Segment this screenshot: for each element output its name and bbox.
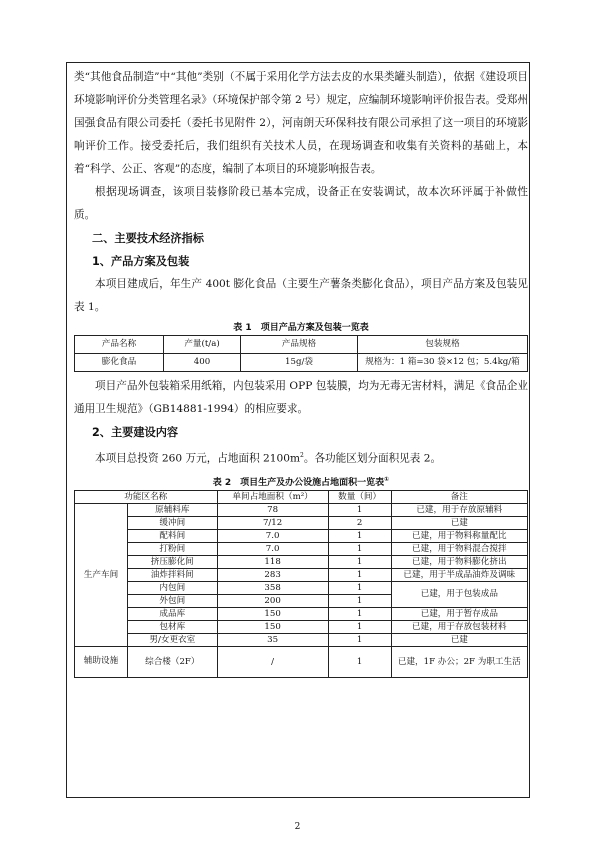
table-cell: 1 — [328, 620, 391, 633]
table1-caption: 表 1 项目产品方案及包装一览表 — [233, 323, 369, 333]
table-cell: 78 — [217, 503, 328, 516]
table-cell: 2 — [328, 516, 391, 529]
table-cell: 已建，用于物料称量配比 — [391, 529, 527, 542]
table-cell: 内包间 — [128, 581, 218, 594]
paragraph-investment — [74, 444, 528, 471]
table-header-row — [75, 336, 528, 354]
table-header-row — [75, 490, 528, 503]
paragraph-packaging: 项目产品外包装箱采用纸箱，内包装采用 OPP 包装膜，均为无毒无害材料，满足《食品企业通用卫生规范》（GB14881-1994）的相应要求。 — [74, 380, 528, 415]
table-cell: 配料间 — [128, 529, 218, 542]
table-row — [75, 633, 528, 646]
table-cell: 原辅料库 — [128, 503, 218, 516]
table-row — [75, 581, 528, 594]
table-row — [75, 620, 528, 633]
table-cell: 35 — [217, 633, 328, 646]
table-cell: 118 — [217, 555, 328, 568]
subsection-heading-product: 1、产品方案及包装 — [92, 255, 190, 268]
table-cell: 1 — [328, 568, 391, 581]
section-heading: 二、主要技术经济指标 — [92, 232, 204, 245]
table-cell: 综合楼（2F） — [128, 646, 218, 677]
table-header-cell: 单间占地面积（m²） — [217, 490, 328, 503]
table-cell: 1 — [328, 555, 391, 568]
group-cell-auxiliary: 辅助设施 — [75, 646, 128, 677]
investment-text-end: 。各功能区划分面积见表 2。 — [303, 452, 442, 465]
table-header-cell: 产品规格 — [241, 336, 358, 354]
table-row — [75, 607, 528, 620]
table-cell: 已建，用于存放原辅料 — [391, 503, 527, 516]
paragraph-site-survey: 根据现场调查，该项目装修阶段已基本完成，设备正在安装调试，故本次环评属于补做性质。 — [74, 186, 528, 221]
table-cell: 油炸拌料间 — [128, 568, 218, 581]
investment-text: 本项目总投资 260 万元，占地面积 2100m — [95, 452, 301, 465]
paragraph-intro-continued: 类“其他食品制造”中“其他”类别（不属于采用化学方法去皮的水果类罐头制造），依据《建设项目环境影响评价分类管理名录》（环境保护部令第 2 号）规定，应编制环境影响评价报告表。受郑州国强食品有限公司委托（委托书见附件 2），河南朗天环保科技有限公司承担了这一项目的环境影响评价工作。接受委托后，我们组织有关技术人员，在现场调查和收集有关资料的基础上，本着“科学、公正、客观”的态度，编制了本项目的环境影响报告表。 — [74, 71, 528, 175]
table-row — [75, 354, 528, 372]
table-cell: 7.0 — [217, 529, 328, 542]
subsection-heading-construction: 2、主要建设内容 — [92, 426, 179, 439]
table-header-cell: 功能区名称 — [75, 490, 218, 503]
table-cell: 打粉间 — [128, 542, 218, 555]
superscript-2: 2 — [300, 452, 304, 459]
table-cell: 150 — [217, 607, 328, 620]
table-cell: 1 — [328, 607, 391, 620]
table-cell: 1 — [328, 633, 391, 646]
table-cell: 283 — [217, 568, 328, 581]
table-cell: 已建 — [391, 516, 527, 529]
table-row — [75, 529, 528, 542]
table-cell: 已建，1F 办公；2F 为职工生活 — [391, 646, 527, 677]
table-cell: 200 — [217, 594, 328, 607]
table-cell: 已建，用于物料混合搅拌 — [391, 542, 527, 555]
table2-caption-text: 表 2 项目生产及办公设施占地面积一览表 — [212, 477, 385, 488]
table-cell: 1 — [328, 503, 391, 516]
table-cell: 已建，用于半成品油炸及调味 — [391, 568, 527, 581]
table-row — [75, 646, 528, 677]
footnote-mark: ① — [384, 475, 390, 483]
table-cell: 已建，用于暂存成品 — [391, 607, 527, 620]
table-header-cell: 产量(t/a) — [164, 336, 241, 354]
product-table — [74, 335, 528, 372]
table-header-cell: 备注 — [391, 490, 527, 503]
table-row — [75, 568, 528, 581]
table-cell: 外包间 — [128, 594, 218, 607]
table-cell: 150 — [217, 620, 328, 633]
table-cell-merged-note: 已建，用于包装成品 — [391, 581, 527, 607]
table-row — [75, 503, 528, 516]
table-cell: 规格为：1 箱=30 袋×12 包；5.4kg/箱 — [358, 354, 528, 372]
table-cell: 已建，用于物料膨化挤出 — [391, 555, 527, 568]
table-cell: 1 — [328, 581, 391, 594]
table-header-cell: 数量（间） — [328, 490, 391, 503]
table-cell: 已建 — [391, 633, 527, 646]
table-cell: 1 — [328, 529, 391, 542]
table-cell: 男/女更衣室 — [128, 633, 218, 646]
table-cell: 包材库 — [128, 620, 218, 633]
table-cell: 358 — [217, 581, 328, 594]
page-number: 2 — [294, 822, 301, 832]
table-cell: 1 — [328, 542, 391, 555]
table-cell: 成品库 — [128, 607, 218, 620]
table-cell: 缓冲间 — [128, 516, 218, 529]
table-row — [75, 516, 528, 529]
paragraph-product-plan: 本项目建成后，年生产 400t 膨化食品（主要生产薯条类膨化食品），项目产品方案及包装见表 1。 — [74, 278, 528, 313]
table-cell: 已建，用于存放包装材料 — [391, 620, 527, 633]
table-cell: 1 — [328, 646, 391, 677]
table-cell: 15g/袋 — [241, 354, 358, 372]
table-header-cell: 包装规格 — [358, 336, 528, 354]
table-cell: 400 — [164, 354, 241, 372]
facility-table — [74, 490, 528, 678]
table-header-cell: 产品名称 — [75, 336, 164, 354]
table-row — [75, 555, 528, 568]
table-cell: 挤压膨化间 — [128, 555, 218, 568]
table-cell: 7/12 — [217, 516, 328, 529]
table2-caption — [74, 473, 528, 490]
table-row — [75, 542, 528, 555]
document-body — [74, 66, 528, 678]
table-cell: 膨化食品 — [75, 354, 164, 372]
table-cell: / — [217, 646, 328, 677]
table-cell: 1 — [328, 594, 391, 607]
table-cell: 7.0 — [217, 542, 328, 555]
group-cell-production: 生产车间 — [75, 503, 128, 646]
